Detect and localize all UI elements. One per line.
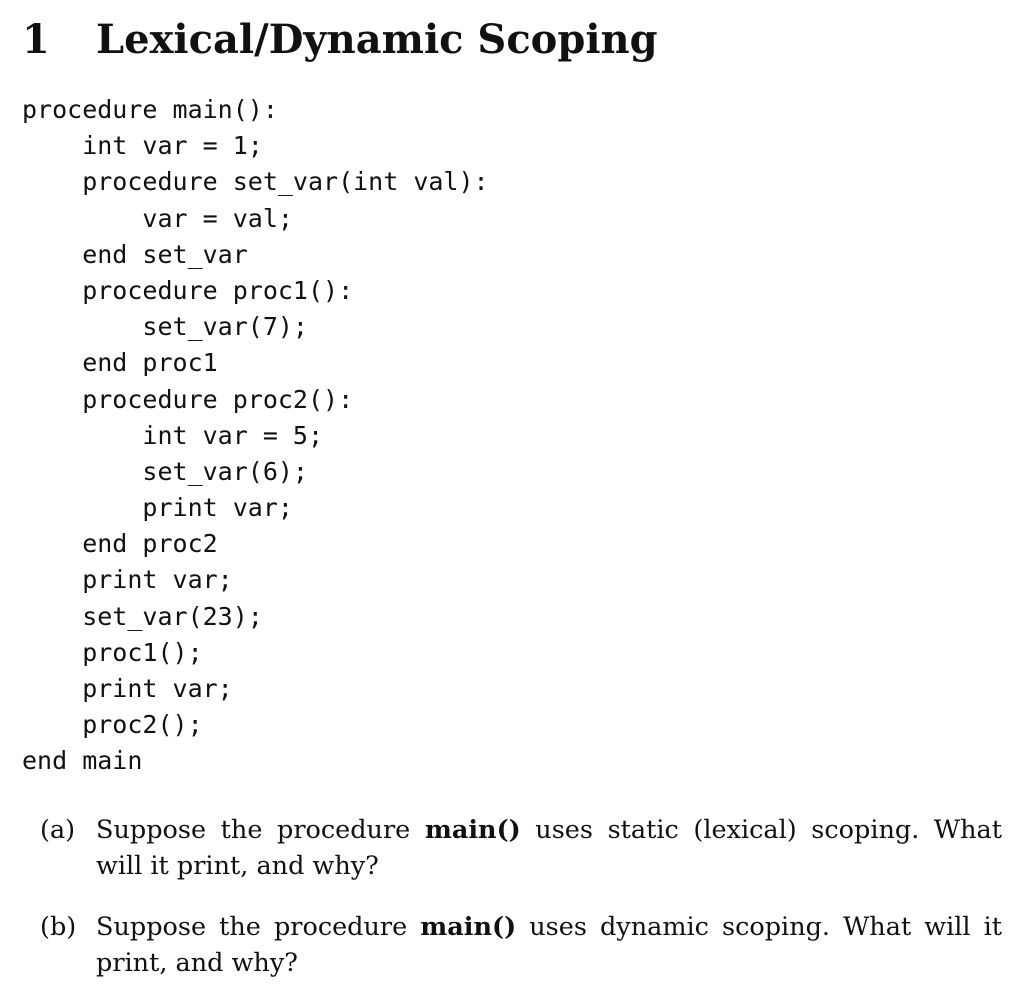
section-number: 1 bbox=[22, 16, 50, 63]
question-label: (a) bbox=[40, 815, 76, 845]
question-label: (b) bbox=[40, 912, 77, 942]
question-text: Suppose the procedure bbox=[96, 912, 421, 942]
code-line: print var; bbox=[22, 493, 293, 523]
code-line: proc2(); bbox=[22, 710, 203, 740]
code-line: end main bbox=[22, 746, 143, 776]
code-line: end proc2 bbox=[22, 529, 218, 559]
question-emphasis: main() bbox=[424, 815, 521, 845]
code-line: set_var(6); bbox=[22, 456, 308, 486]
code-line: procedure proc1(): bbox=[22, 275, 354, 305]
section-title: Lexical/Dynamic Scoping bbox=[96, 16, 658, 63]
section-heading bbox=[22, 12, 658, 68]
code-line: set_var(7); bbox=[22, 312, 308, 342]
code-line: proc1(); bbox=[22, 637, 203, 667]
question-b bbox=[40, 909, 1002, 981]
question-text: uses dynamic scoping. What will it print, and why? bbox=[96, 912, 1002, 978]
question-emphasis: main() bbox=[420, 912, 517, 942]
code-line: procedure proc2(): bbox=[22, 384, 354, 414]
question-a bbox=[40, 812, 1002, 884]
code-line: int var = 5; bbox=[22, 420, 324, 450]
code-line: set_var(23); bbox=[22, 601, 263, 631]
question-text: Suppose the procedure bbox=[96, 815, 425, 845]
code-line: procedure main(): bbox=[22, 95, 278, 124]
code-line: procedure set_var(int val): bbox=[22, 167, 489, 197]
code-line: end proc1 bbox=[22, 348, 218, 378]
question-list bbox=[40, 812, 1002, 981]
code-line: print var; bbox=[22, 565, 233, 595]
code-block bbox=[22, 92, 489, 780]
code-line: end set_var bbox=[22, 239, 248, 269]
code-line: int var = 1; bbox=[22, 131, 263, 161]
code-line: var = val; bbox=[22, 203, 293, 233]
question-text: uses static (lexical) scoping. What will it print, and why? bbox=[96, 815, 1002, 881]
code-line: print var; bbox=[22, 674, 233, 703]
